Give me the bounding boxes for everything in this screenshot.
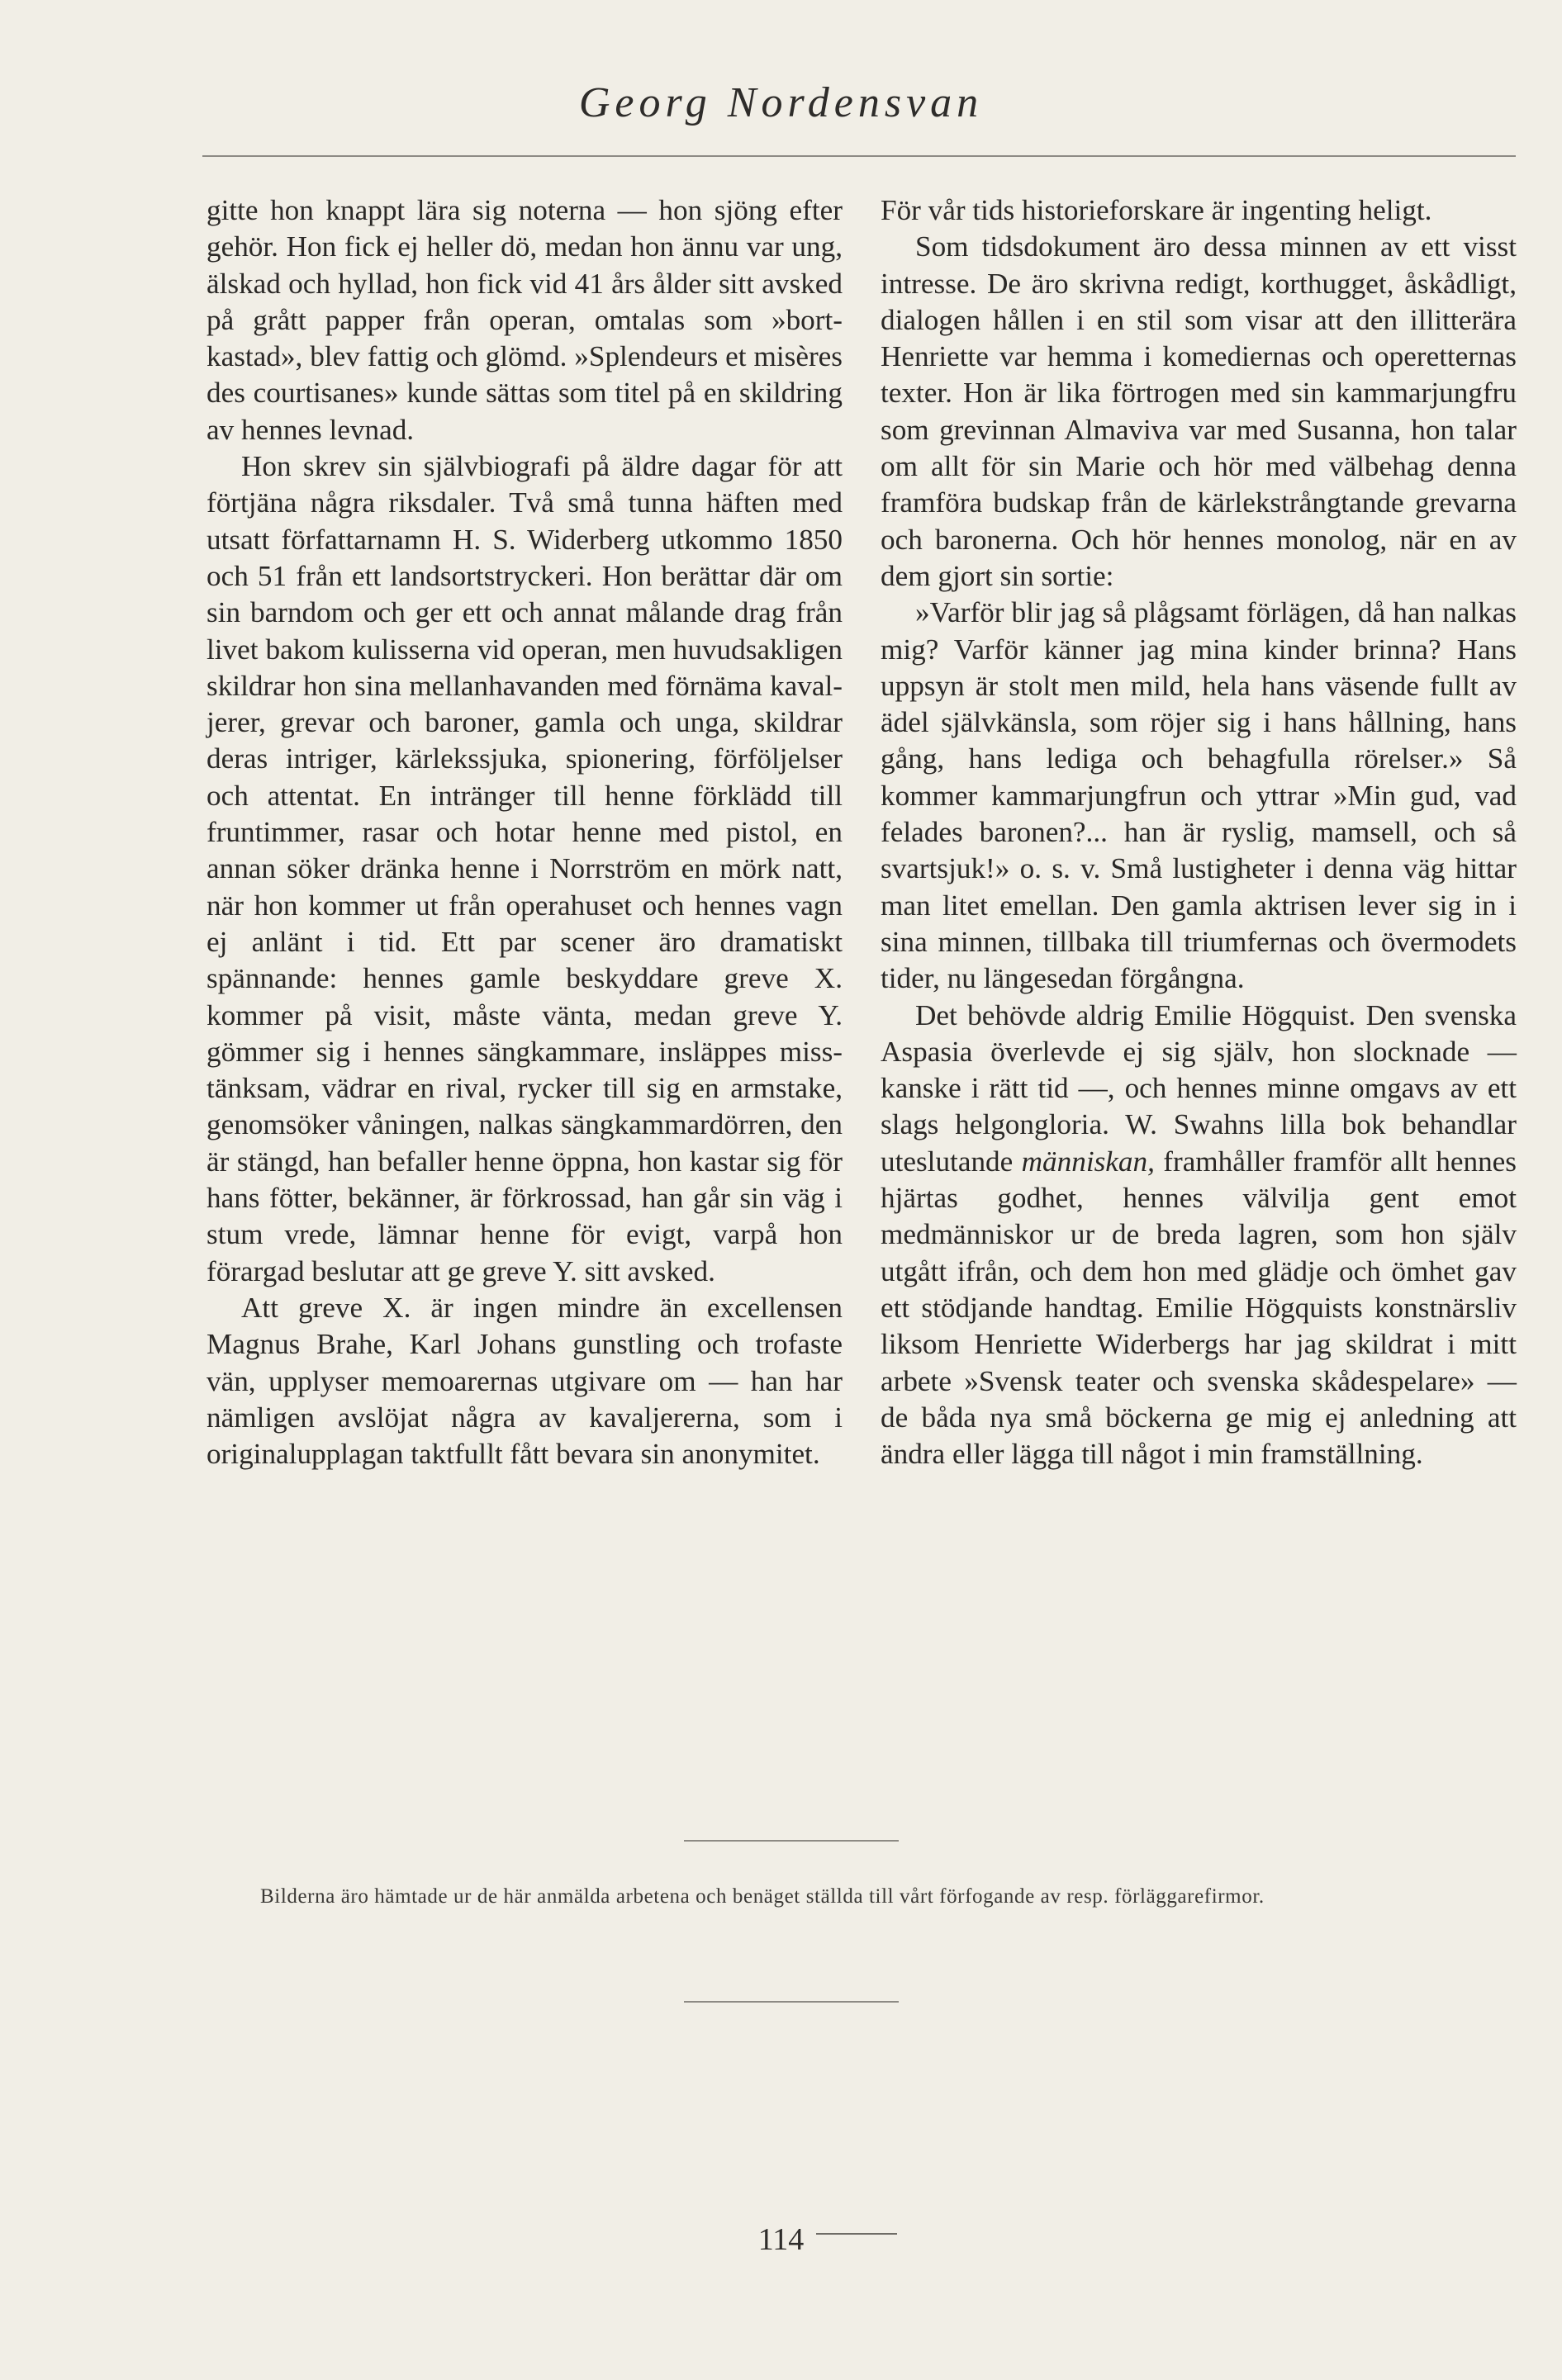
right-paragraph-3: »Varför blir jag så plågsamt förlägen, då han nalkas mig? Varför känner jag mina kinder brinna? Hans uppsyn är stolt men mild, hela hans väsende fullt av ädel självkänsla, som röjer sig i hans hållning, hans gång, hans lediga och behagfulla rörelser.» Så kommer kammarjungfrun och yttrar »Min gud, vad felades baronen?... han är ryslig, mamsell, och så svartsjuk!» o. s. v. Små lustigheter i denna väg hittar man litet emellan. Den gamla aktrisen lever sig in i sina minnen, tillbaka till triumfernas och övermodets tider, nu längesedan förgångna. <box>881 596 1517 995</box>
right-paragraph-2: Som tidsdokument äro dessa minnen av ett visst intresse. De äro skrivna redigt, korthugget, åskådligt, dialogen hållen i en stil som visar att den illitterära Henriette var hemma i komediernas och operetternas texter. Hon är lika förtrogen med sin kammarjungfru som grevinnan Almaviva var med Susanna, hon talar om allt för sin Marie och hör med välbehag denna framföra budskap från de kärlekstrångtande grevarna och baronerna. Och hör hennes monolog, när en av dem gjort sin sortie: <box>881 230 1517 592</box>
footnote: Bilderna äro hämtade ur de här anmälda arbetena och benäget ställda till vårt förfogande av resp. förläggarefirmor. <box>260 1885 1265 1908</box>
section-divider-rule <box>684 1840 899 1842</box>
left-paragraph-1: gitte hon knappt lära sig noterna — hon sjöng efter gehör. Hon fick ej heller dö, medan hon ännu var ung, älskad och hyllad, hon fick vid 41 års ålder sitt avsked på grått papper från operan, omtalas som »bortkastad», blev fattig och glömd. »Splendeurs et misères des courtisanes» kunde sättas som titel på en skildring av hennes levnad. <box>207 194 843 446</box>
header-rule <box>202 155 1516 157</box>
left-column <box>207 192 843 1472</box>
right-paragraph-4-end: framhåller framför allt hennes hjärtas godhet, hennes välvilja gent emot medmänniskor ur de breda lagren, som hon själv utgått ifrån, och dem hon med glädje och ömhet gav ett stödjande handtag. Emilie Högquists konstnärsliv liksom Henriette Widerbergs har jag skildrat i mitt arbete »Svensk teater och svenska skådespelare» — de båda nya små böckerna ge mig ej anledning att ändra eller lägga till något i min framställning. <box>881 1145 1517 1471</box>
page-number: 114 <box>757 2222 805 2257</box>
running-header-author: Georg Nordensvan <box>578 79 984 126</box>
emphasis-manniskan: människan, <box>1021 1145 1155 1178</box>
left-paragraph-2: Hon skrev sin självbiografi på äldre dagar för att förtjäna några riksdaler. Två små tunna häften med utsatt författarnamn H. S. Widerberg utkommo 1850 och 51 från ett landsortstryckeri. Hon berättar där om sin barndom och ger ett och annat målande drag från livet bakom kulisserna vid operan, men huvudsakligen skildrar hon sina mellanhavanden med förnäma kavaljerer, grevar och baroner, gamla och unga, skildrar deras intriger, kärlekssjuka, spionering, förföljelser och attentat. En intränger till henne förklädd till fruntimmer, rasar och hotar henne med pistol, en annan söker dränka henne i Norrström en mörk natt, när hon kommer ut från operahuset och hennes vagn ej anlänt i tid. Ett par scener äro dramatiskt spännande: hennes gamle beskyddare greve X. kommer på visit, måste vänta, medan greve Y. gömmer sig i hennes sängkammare, insläppes misstänksam, vädrar en rival, rycker till sig en armstake, genomsöker våningen, nalkas sängkammardörren, den är stängd, han befaller henne öppna, hon kastar sig för hans fötter, bekänner, är förkrossad, han går sin väg i stum vrede, lämnar henne för evigt, varpå hon förargad beslutar att ge greve Y. sitt avsked. <box>207 450 843 1287</box>
left-paragraph-3: Att greve X. är ingen mindre än excellensen Magnus Brahe, Karl Johans gunstling och trofaste vän, upplyser memoarernas utgivare om — han har nämligen avslöjat några av kavaljererna, som i originalupplagan taktfullt fått bevara sin anonymitet. <box>207 1291 843 1471</box>
footnote-divider-rule <box>684 2001 899 2003</box>
right-paragraph-1: För vår tids historieforskare är ingenting heligt. <box>881 194 1432 226</box>
right-paragraph-4-start: Det behövde aldrig Emilie Högquist. Den svenska Aspasia överlevde ej sig själv, hon slocknade — kanske i rätt tid —, och hennes minne omgavs av ett slags helgongloria. W. Swahns lilla bok behandlar uteslutande <box>881 998 1517 1178</box>
right-paragraph-4 <box>881 998 1517 1473</box>
right-column <box>881 192 1517 1472</box>
